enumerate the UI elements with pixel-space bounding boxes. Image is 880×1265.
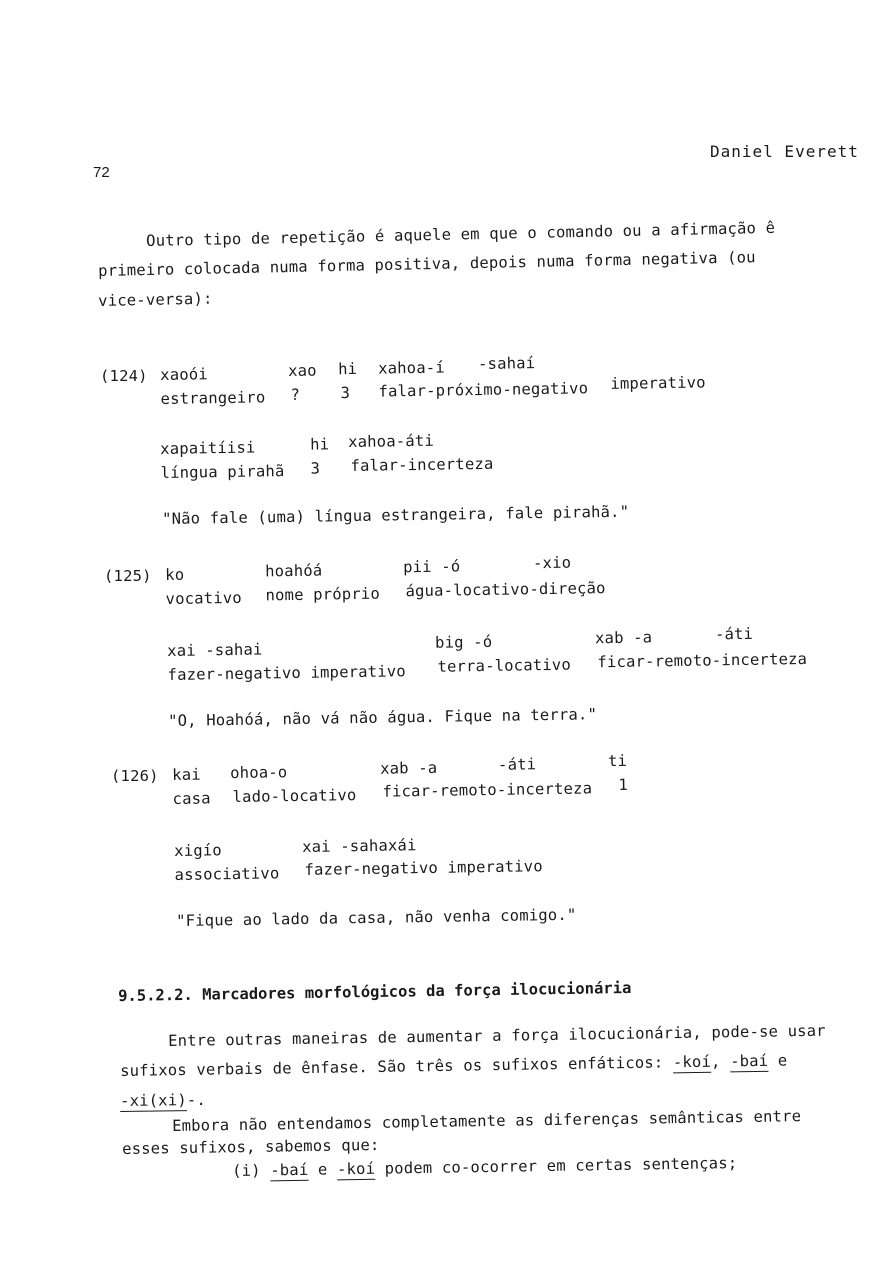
- example-word: xab -a: [379, 758, 438, 778]
- example-gloss: lado-locativo: [232, 786, 357, 807]
- suffix-bai: -baí: [729, 1051, 769, 1071]
- running-header-author: Daniel Everett: [710, 142, 859, 161]
- example-word: hi: [310, 435, 330, 454]
- example-word: xao: [288, 361, 317, 380]
- example-word: hi: [337, 359, 358, 379]
- example-gloss: estrangeiro: [160, 388, 266, 408]
- example-word: ti: [607, 751, 628, 771]
- section-p1-line-3: [120, 1091, 206, 1110]
- item-label: (i): [232, 1161, 271, 1180]
- intro-line-1: Outro tipo de repetição é aquele em que o comando ou a afirmação ê: [146, 218, 776, 250]
- example-gloss: ficar-remoto-incerteza: [597, 649, 808, 672]
- example-125-translation: "O, Hoahóá, não vá não água. Fique na terra.": [168, 705, 598, 730]
- example-gloss: ?: [290, 385, 301, 404]
- example-gloss: terra-locativo: [437, 655, 572, 676]
- intro-line-3: vice-versa):: [98, 289, 213, 310]
- example-gloss: associativo: [174, 864, 280, 884]
- example-125-gloss-2: [167, 624, 848, 688]
- example-126-gloss-1: [172, 751, 673, 812]
- example-gloss: imperativo: [610, 373, 706, 393]
- section-p2-line-1: Embora não entendamos completamente as diferenças semânticas entre: [172, 1107, 802, 1135]
- example-126-gloss-2: [174, 830, 675, 888]
- example-word: ko: [165, 565, 185, 584]
- example-word: -áti: [497, 755, 537, 774]
- example-word: xab -a: [594, 628, 653, 648]
- example-word: -xio: [532, 553, 572, 573]
- example-word: pii -ó: [402, 557, 461, 577]
- conjunction-e: e: [308, 1160, 338, 1179]
- example-word: xai -sahaxái: [302, 836, 417, 856]
- example-gloss: 1: [618, 775, 629, 794]
- suffix-bai: -baí: [270, 1160, 309, 1180]
- example-124-translation: "Não fale (uma) língua estrangeira, fale pirahã.": [162, 502, 630, 528]
- section-p1-line-2-text: sufixos verbais de ênfase. São três os sufixos enfáticos:: [120, 1053, 674, 1080]
- example-gloss: falar-próximo-negativo: [378, 379, 589, 401]
- section-heading: 9.5.2.2. Marcadores morfológicos da força ilocucionária: [118, 978, 632, 1005]
- example-gloss: falar-incerteza: [350, 454, 494, 476]
- example-word: xigío: [174, 841, 223, 860]
- example-word: xahoa-áti: [347, 431, 435, 452]
- example-125-gloss-1: [165, 553, 766, 612]
- example-word: xai -sahai: [167, 640, 263, 660]
- example-126-translation: "Fique ao lado da casa, não venha comigo.": [176, 905, 577, 930]
- example-word: xaoói: [160, 365, 209, 384]
- example-gloss: 3: [340, 384, 351, 403]
- example-125-label: (125): [104, 567, 152, 585]
- example-gloss: ficar-remoto-incerteza: [382, 779, 593, 801]
- example-gloss: casa: [172, 789, 211, 808]
- section-item-i: [232, 1154, 737, 1180]
- example-gloss: fazer-negativo imperativo: [304, 857, 543, 879]
- example-word: hoahóá: [265, 561, 323, 581]
- suffix-xi-end: -.: [186, 1090, 207, 1110]
- example-word: xahoa-í: [377, 358, 445, 378]
- example-126-label: (126): [111, 767, 159, 785]
- example-gloss: 3: [310, 459, 321, 478]
- conjunction-e: e: [768, 1051, 788, 1070]
- item-text: podem co-ocorrer em certas sentenças;: [375, 1154, 738, 1178]
- page-number: 72: [93, 164, 110, 181]
- example-word: kai: [172, 765, 201, 784]
- example-word: big -ó: [434, 632, 493, 652]
- section-p1-line-1: Entre outras maneiras de aumentar a força ilocucionária, pode-se usar: [168, 1021, 826, 1050]
- example-word: -áti: [714, 624, 754, 644]
- example-gloss: nome próprio: [265, 584, 381, 605]
- intro-line-2: primeiro colocada numa forma positiva, depois numa forma negativa (ou: [98, 248, 756, 280]
- example-word: ohoa-o: [230, 763, 288, 783]
- suffix-koi: -koí: [336, 1159, 376, 1179]
- section-p1-line-2: [120, 1052, 787, 1080]
- example-word: xapaitíisi: [160, 438, 256, 458]
- section-p2-line-2: esses sufixos, sabemos que:: [122, 1135, 380, 1158]
- example-gloss: água-locativo-direção: [405, 579, 606, 601]
- comma: ,: [710, 1052, 731, 1071]
- suffix-xi: -xi: [120, 1091, 149, 1110]
- example-124-label: (124): [100, 367, 148, 385]
- example-gloss: língua pirahã: [160, 462, 285, 482]
- example-gloss: fazer-negativo imperativo: [167, 662, 406, 684]
- example-word: -sahaí: [477, 354, 536, 374]
- example-124-gloss-2: [160, 428, 661, 486]
- suffix-koi: -koí: [672, 1052, 712, 1072]
- example-124-gloss-1: [160, 353, 761, 412]
- example-gloss: vocativo: [165, 588, 242, 608]
- suffix-xi-paren: (xi): [148, 1091, 187, 1110]
